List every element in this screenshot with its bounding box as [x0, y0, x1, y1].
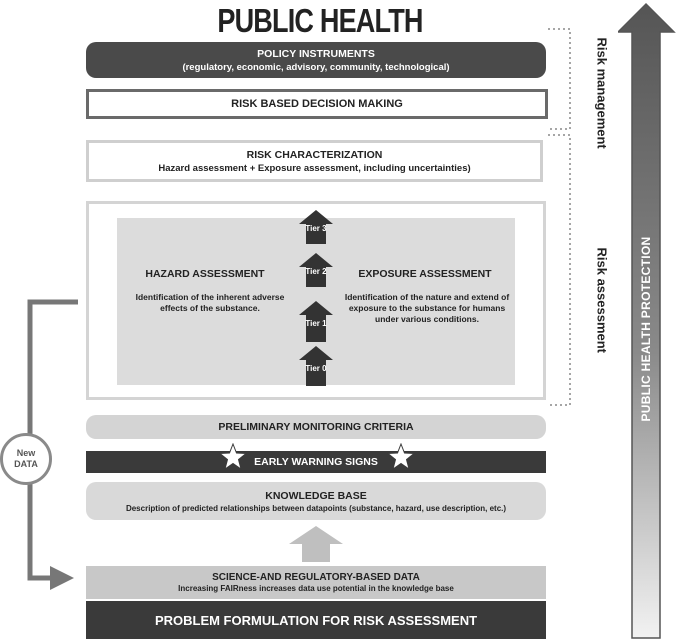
exposure-assessment-title: EXPOSURE ASSESSMENT	[358, 268, 492, 280]
science-regulatory-data-box	[86, 566, 546, 599]
policy-instruments-subtitle: (regulatory, economic, advisory, community, technological)	[182, 61, 450, 73]
science-regulatory-data-title: SCIENCE-AND REGULATORY-BASED DATA	[212, 572, 420, 583]
tier-3-arrow	[299, 210, 333, 244]
page-title: PUBLIC HEALTH	[217, 2, 423, 39]
tier-2-label: Tier 2	[305, 267, 327, 276]
star-icon	[219, 443, 247, 471]
risk-characterization-box	[86, 140, 543, 182]
risk-assessment-label-wrap	[582, 247, 622, 354]
public-health-protection-label-wrap	[639, 236, 653, 422]
tier-0-arrow	[299, 346, 333, 386]
preliminary-monitoring-criteria-box: PRELIMINARY MONITORING CRITERIA	[86, 415, 546, 439]
risk-management-label: Risk management	[594, 37, 610, 149]
policy-instruments-title: POLICY INSTRUMENTS	[257, 47, 375, 60]
hazard-assessment-title: HAZARD ASSESSMENT	[145, 268, 265, 280]
up-arrow-icon	[289, 526, 343, 562]
knowledge-base-title: KNOWLEDGE BASE	[265, 489, 367, 502]
tier-3-label: Tier 3	[305, 224, 327, 233]
risk-characterization-title: RISK CHARACTERIZATION	[246, 148, 383, 161]
early-warning-signs-bar	[86, 451, 546, 473]
knowledge-base-description: Description of predicted relationships between datapoints (substance, hazard, use description, etc.)	[125, 503, 507, 513]
tier-1-arrow	[299, 301, 333, 342]
early-warning-signs-label: EARLY WARNING SIGNS	[254, 456, 378, 468]
tier-2-arrow	[299, 253, 333, 287]
risk-management-label-wrap	[582, 37, 622, 149]
tier-1-label: Tier 1	[305, 319, 327, 328]
tier-0-label: Tier 0	[305, 364, 327, 373]
risk-assessment-label: Risk assessment	[594, 247, 610, 354]
policy-instruments-box	[86, 42, 546, 78]
new-data-line1: New	[16, 448, 36, 458]
dotted-brackets	[540, 25, 580, 415]
risk-based-decision-making-box: RISK BASED DECISION MAKING	[86, 89, 548, 119]
science-regulatory-data-description: Increasing FAIRness increases data use potential in the knowledge base	[178, 584, 454, 593]
star-icon	[387, 443, 415, 471]
public-health-protection-label: PUBLIC HEALTH PROTECTION	[639, 236, 653, 422]
new-data-line2: DATA	[14, 459, 38, 469]
new-data-circle	[0, 433, 52, 485]
risk-characterization-subtitle: Hazard assessment + Exposure assessment, including uncertainties)	[158, 162, 471, 174]
hazard-assessment-description: Identification of the inherent adverse effects of the substance.	[135, 292, 285, 313]
exposure-assessment-description: Identification of the nature and extend of exposure to the substance for humans under various conditions.	[344, 292, 510, 324]
knowledge-base-box	[86, 482, 546, 520]
problem-formulation-bar: PROBLEM FORMULATION FOR RISK ASSESSMENT	[86, 601, 546, 639]
